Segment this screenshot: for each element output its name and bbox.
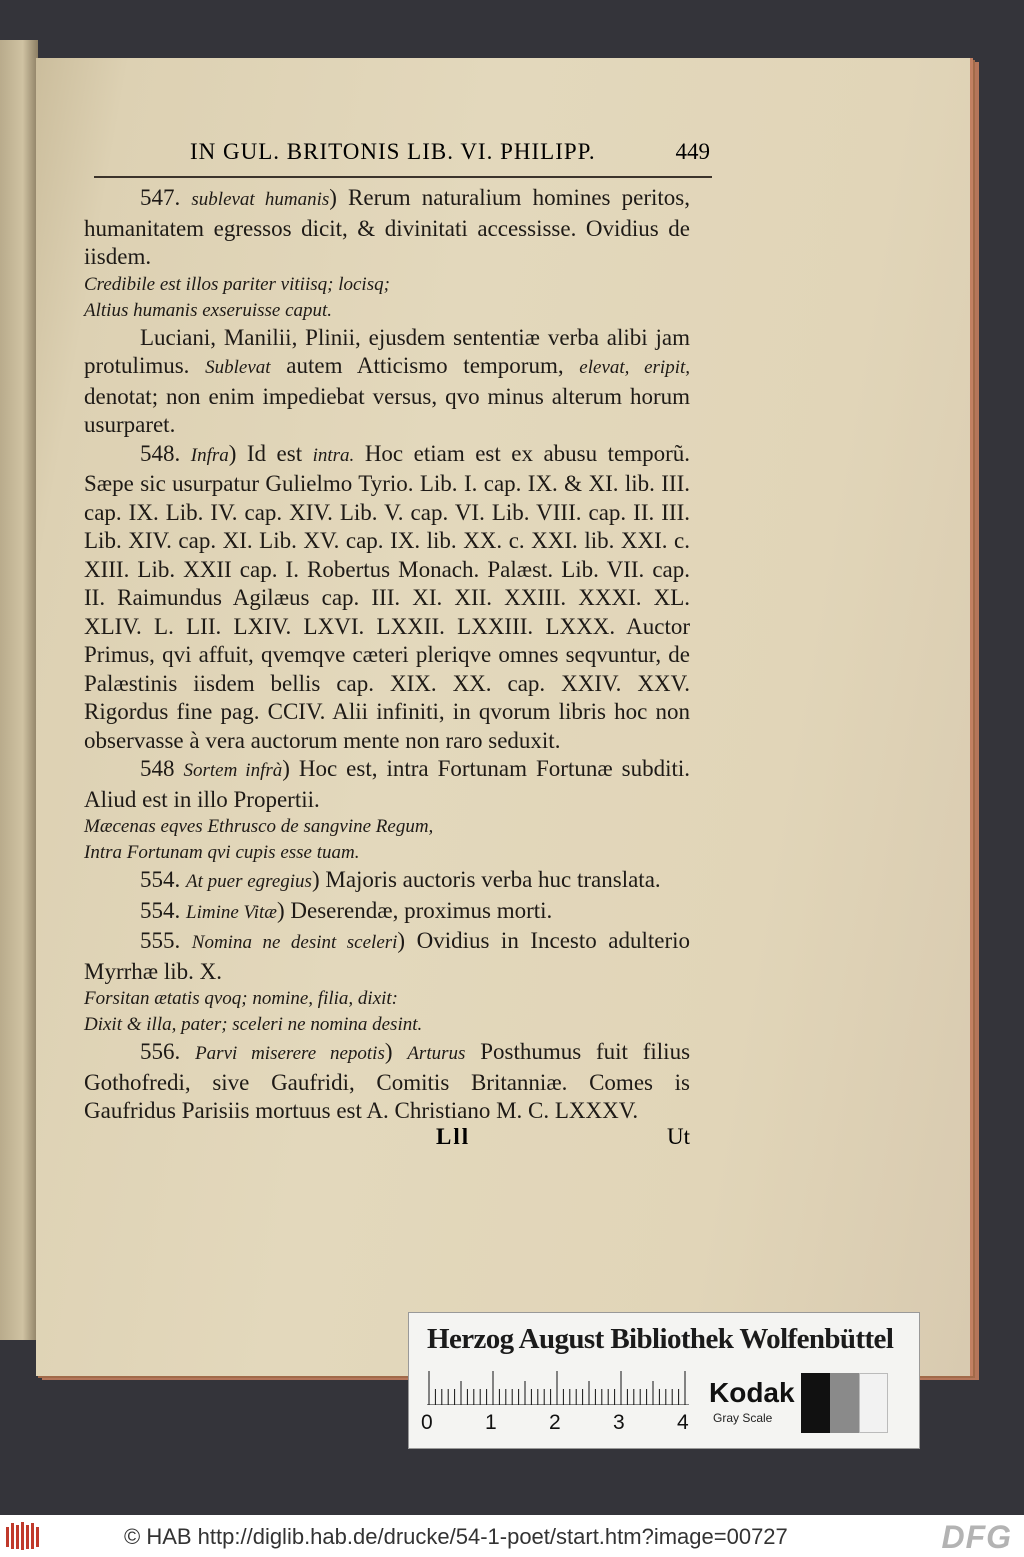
running-title: IN GUL. BRITONIS LIB. VI. PHILIPP.	[190, 139, 596, 164]
paragraph-text: Hoc etiam est ex abusu temporũ. Sæpe sic usurpatur Gulielmo Tyrio. Lib. I. cap. IX. & XI. lib. III. cap. IX. Lib. IV. cap. XIV. Lib. V. cap. VI. Lib. VIII. cap. II. III. Lib. XIV. cap. XI. Lib. XV. cap. IX. lib. XX. c. XXI. lib. XXI. c. XIII. Lib. XXII cap. I. Robertus Monach. Palæst. Lib. VII. cap. II. Raimundus Agilæus cap. III. XI. XII. XXIII. XXXI. XL. XLIV. L. LII. LXIV. LXVI. LXXII. LXXIII. LXXX. Auctor Primus, qvi affuit, qvemqve cæteri pleriqve omnes seqvuntur, de Palæstinis iisdem bellis cap. XIX. XX. cap. XXIV. XXV. Rigordus fine pag. CCIV. Alii infiniti, in qvorum libris hoc non observasse à vera auctorum mente non raro seduxit.	[84, 440, 691, 753]
ruler-scale	[427, 1371, 689, 1405]
paragraph-text: ) Hoc est, intra Fortunam Fortunæ subditi. Aliud est in illo Propertii.	[84, 756, 691, 812]
lemma: sublevat humanis	[191, 189, 330, 210]
paragraph-548-sortem	[84, 755, 690, 814]
paragraph-text: ) Rerum naturalium homines peritos, humanitatem egressos dicit, & divinitati accessisse. Ovidius de iisdem.	[84, 185, 690, 269]
paragraph-text: autem Atticismo temporum,	[286, 353, 564, 378]
paragraph-text: ) Id est	[228, 440, 303, 466]
quote-line: Credibile est illos pariter vitiisq; locisq;	[84, 273, 390, 295]
quote-line: Altius humanis exseruisse caput.	[84, 299, 333, 321]
paragraph-text: Luciani, Manilii, Plinii, ejusdem sententiæ verba alibi jam protulimus.	[84, 324, 690, 378]
signature-mark: Lll	[436, 1124, 471, 1149]
lemma: Limine Vitæ	[186, 901, 277, 923]
paragraph-554-limine	[84, 897, 690, 928]
lemma: Arturus	[407, 1043, 466, 1064]
verse-number: 556.	[140, 1039, 181, 1064]
lemma: At puer egregius	[186, 871, 312, 892]
paragraph-556	[84, 1038, 690, 1126]
paragraph-text: ) Ovidius in Incesto adulterio Myrrhæ lib. X.	[84, 928, 690, 984]
ruler-number: 2	[549, 1411, 561, 1434]
ruler-number: 4	[677, 1411, 689, 1434]
lemma: Infra	[190, 444, 229, 466]
lemma: Sortem infrà	[183, 760, 283, 781]
paragraph-text: denotat; non enim impediebat versus, qvo minus alterum horum usurparet.	[84, 383, 690, 437]
quote-line: Intra Fortunam qvi cupis esse tuam.	[84, 842, 360, 863]
lemma: elevat, eripit,	[579, 357, 691, 378]
catchword: Ut	[667, 1124, 690, 1149]
verse-number: 547.	[140, 185, 181, 210]
paragraph-text: ) Majoris auctoris verba huc translata.	[311, 867, 661, 892]
swatch-white	[859, 1373, 888, 1433]
quote-line: Mæcenas eqves Ethrusco de sangvine Regum,	[84, 816, 434, 837]
verse-number: 548.	[140, 440, 181, 466]
quote-line: Dixit & illa, pater; sceleri ne nomina desint.	[84, 1014, 423, 1035]
catch-line	[84, 1124, 690, 1154]
paragraph-luciani	[84, 324, 690, 440]
footer-bar	[0, 1515, 1024, 1557]
paragraph-text: ) Deserendæ, proximus morti.	[276, 897, 553, 923]
grayscale-label: Gray Scale	[713, 1411, 773, 1425]
kodak-logo: Kodak	[709, 1377, 795, 1408]
gray-swatches	[801, 1373, 889, 1433]
lemma: Sublevat	[205, 357, 271, 378]
left-page-edge	[0, 40, 38, 1340]
ruler-numbers	[421, 1411, 721, 1437]
lemma: intra.	[312, 444, 355, 466]
header-rule	[94, 176, 712, 178]
lemma: Parvi miserere nepotis	[195, 1043, 385, 1064]
verse-number: 554.	[140, 867, 181, 892]
verse-number: 554.	[140, 897, 181, 923]
paragraph-548	[84, 440, 690, 756]
paragraph-555	[84, 927, 690, 986]
paragraph-554	[84, 866, 690, 897]
dfg-logo: DFG	[941, 1519, 1012, 1555]
quote-line: Forsitan ætatis qvoq; nomine, filia, dixit:	[84, 988, 399, 1009]
running-header	[190, 135, 710, 171]
page-body	[84, 184, 690, 1126]
paragraph-text: )	[384, 1039, 393, 1064]
verse-number: 548	[140, 756, 175, 781]
ruler-number: 1	[485, 1411, 497, 1434]
page-number: 449	[675, 139, 710, 164]
verse-number: 555.	[140, 928, 181, 953]
library-name: Herzog August Bibliothek Wolfenbüttel	[427, 1323, 894, 1355]
lemma: Nomina ne desint sceleri	[191, 932, 398, 953]
paragraph-547	[84, 184, 690, 272]
swatch-gray	[830, 1373, 859, 1433]
paragraph-text: Posthumus fuit filius Gothofredi, sive Gaufridi, Comitis Britanniæ. Comes is Gaufridus Parisiis mortuus est A. Christiano M. C. LXXXV.	[84, 1039, 691, 1123]
swatch-black	[801, 1373, 830, 1433]
hab-logo-icon	[6, 1521, 40, 1551]
ruler-number: 3	[613, 1411, 625, 1434]
library-color-target	[408, 1312, 920, 1449]
copyright-url[interactable]: © HAB http://diglib.hab.de/drucke/54-1-poet/start.htm?image=00727	[124, 1524, 788, 1549]
ruler-number: 0	[421, 1411, 433, 1434]
